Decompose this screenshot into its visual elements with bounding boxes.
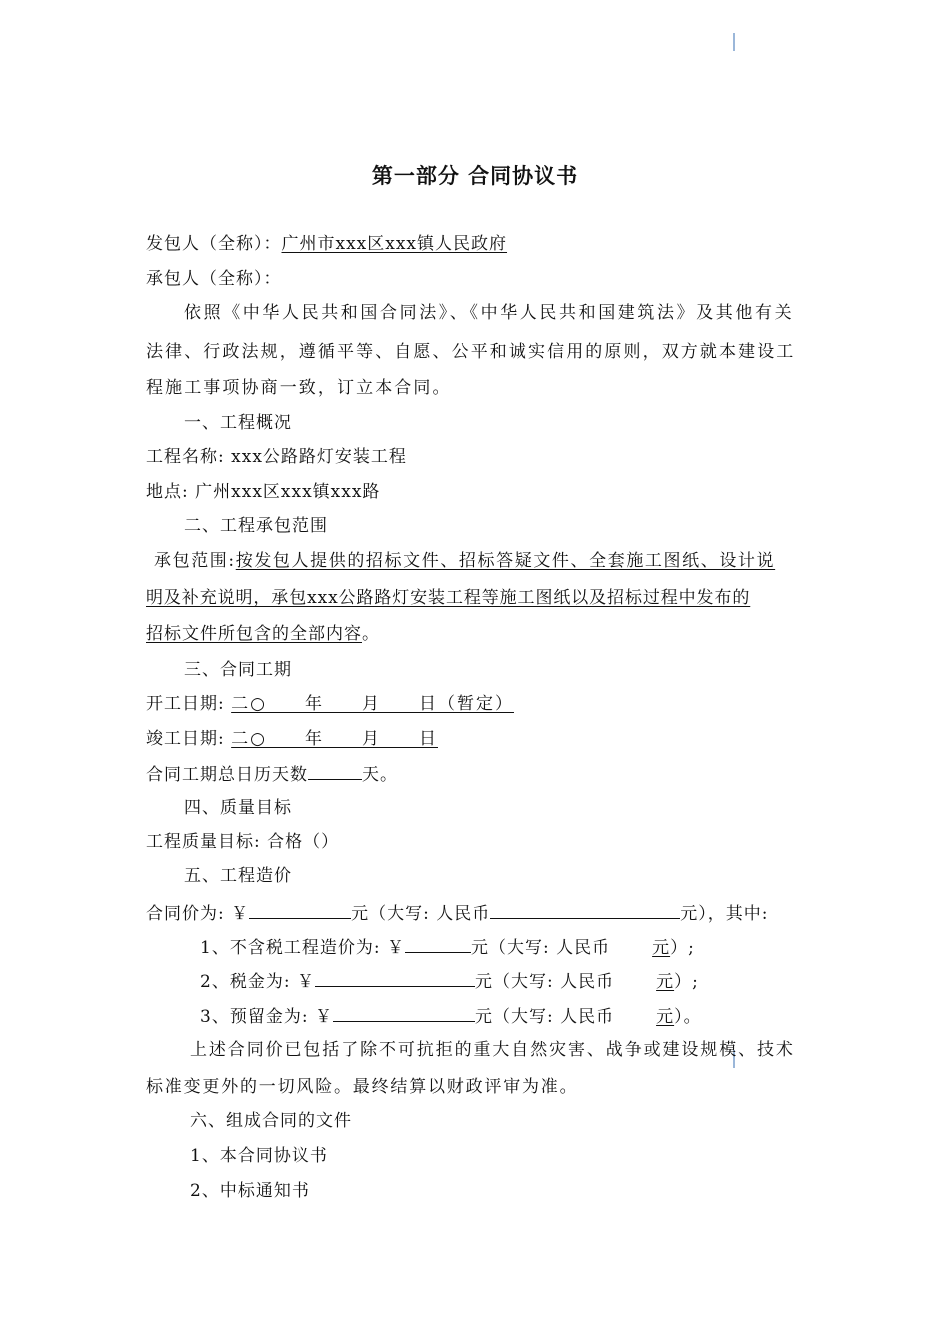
page-title: 第一部分 合同协议书 (371, 163, 579, 188)
end-date-line (146, 727, 438, 751)
project-name-label: 工程名称: (146, 447, 225, 467)
item2-mid: 元（大写: 人民币 (474, 972, 615, 992)
intro-line-3: 程施工事项协商一致，订立本合同。 (146, 378, 452, 398)
item2-end: ）; (674, 972, 699, 992)
employer-value: 广州市xxx区xxx镇人民政府 (281, 234, 508, 254)
start-date-line (146, 692, 514, 716)
contractor-line (146, 267, 282, 291)
employer-line (146, 232, 507, 256)
item1-unit: 元 (652, 938, 671, 958)
section3-heading: 三、合同工期 (184, 660, 292, 680)
quality-value: 合格（） (267, 832, 340, 852)
intro-line-2: 法律、行政法规，遵循平等、自愿、公平和诚实信用的原则，双方就本建设工 (146, 342, 796, 362)
doc-list-item-2: 2、中标通知书 (190, 1181, 310, 1201)
item2-amount-blank[interactable] (315, 968, 475, 987)
scope-line-3 (146, 622, 380, 646)
start-date-value: 二○ 年 月 日（暂定） (231, 694, 514, 714)
item1-prefix: 1、不含税工程造价为: ￥ (200, 938, 405, 958)
price-end: 元），其中: (680, 904, 769, 924)
scope-line-2: 明及补充说明，承包xxx公路路灯安装工程等施工图纸以及招标过程中发布的 (146, 588, 751, 608)
location-value: 广州xxx区xxx镇xxx路 (195, 482, 381, 502)
project-name-value: xxx公路路灯安装工程 (231, 447, 407, 467)
total-days-prefix: 合同工期总日历天数 (146, 765, 308, 785)
contractor-label: 承包人（全称）： (146, 269, 282, 289)
edit-marker-top (733, 33, 735, 51)
total-days-line (146, 761, 398, 787)
employer-label: 发包人（全称）： (146, 234, 282, 254)
price-capital-blank[interactable] (490, 900, 680, 919)
start-date-label: 开工日期: (146, 694, 225, 714)
price-amount-blank[interactable] (249, 900, 351, 919)
section2-heading: 二、工程承包范围 (184, 516, 328, 536)
scope-text-3: 招标文件所包含的全部内容 (146, 624, 362, 644)
location-line (146, 480, 380, 504)
location-label: 地点: (146, 482, 189, 502)
contract-price-line (146, 900, 769, 926)
price-item-2 (200, 968, 699, 994)
section1-heading: 一、工程概况 (184, 413, 292, 433)
item3-capital (614, 1007, 674, 1027)
scope-end: 。 (362, 624, 380, 644)
project-name-line (146, 445, 407, 469)
quality-line (146, 830, 339, 854)
scope-label: 承包范围: (154, 551, 236, 571)
price-prefix: 合同价为: ￥ (146, 904, 250, 924)
intro-line-1: 依照《中华人民共和国合同法》、《中华人民共和国建筑法》及其他有关 (184, 303, 795, 323)
item3-amount-blank[interactable] (333, 1003, 475, 1022)
end-date-label: 竣工日期: (146, 729, 225, 749)
item2-prefix: 2、税金为: ￥ (200, 972, 315, 992)
scope-text-1: 按发包人提供的招标文件、招标答疑文件、全套施工图纸、设计说 (235, 551, 776, 571)
item3-unit: 元 (656, 1007, 675, 1027)
section4-heading: 四、质量目标 (184, 798, 292, 818)
item1-end: ）; (670, 938, 695, 958)
total-days-suffix: 天。 (362, 765, 398, 785)
item1-capital (610, 938, 670, 958)
price-item-1 (200, 934, 695, 960)
item1-mid: 元（大写: 人民币 (470, 938, 611, 958)
section5-heading: 五、工程造价 (184, 866, 292, 886)
item2-capital (614, 972, 674, 992)
item3-mid: 元（大写: 人民币 (474, 1007, 615, 1027)
item3-end: ）。 (674, 1007, 702, 1027)
item3-prefix: 3、预留金为: ￥ (200, 1007, 333, 1027)
price-mid: 元（大写: 人民币 (351, 904, 491, 924)
price-note-line-1: 上述合同价已包括了除不可抗拒的重大自然灾害、战争或建设规模、技术 (190, 1040, 795, 1060)
price-item-3 (200, 1003, 702, 1029)
item2-unit: 元 (656, 972, 675, 992)
item1-amount-blank[interactable] (405, 934, 471, 953)
end-date-value: 二○ 年 月 日 (231, 729, 438, 749)
quality-label: 工程质量目标: (146, 832, 261, 852)
doc-list-item-1: 1、本合同协议书 (190, 1146, 328, 1166)
scope-line-1 (154, 549, 775, 573)
price-note-line-2: 标准变更外的一切风险。最终结算以财政评审为准。 (146, 1077, 579, 1097)
section6-heading: 六、组成合同的文件 (190, 1111, 352, 1131)
total-days-blank[interactable] (308, 761, 362, 780)
